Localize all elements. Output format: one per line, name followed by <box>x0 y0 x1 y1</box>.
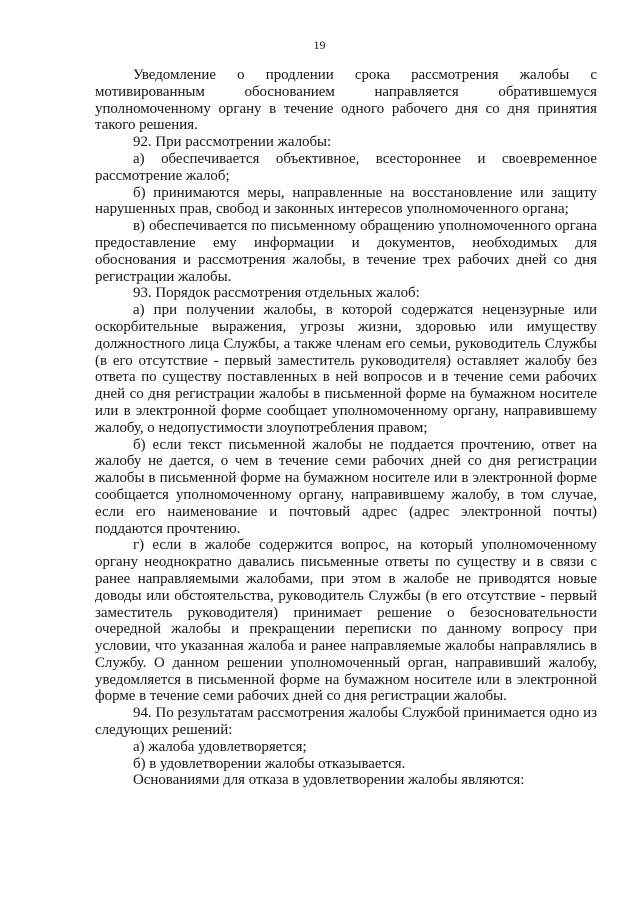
paragraph-92-v: в) обеспечивается по письменному обращению уполномоченного органа предоставление ему информации и документов, необходимых для обоснования и рассмотрения жалобы, в течение трех рабочих дней со дня регистрации жалобы. <box>95 218 597 285</box>
page-number: 19 <box>313 38 326 52</box>
paragraph-92-heading: 92. При рассмотрении жалобы: <box>133 134 332 151</box>
paragraph-refusal-grounds: Основаниями для отказа в удовлетворении жалобы являются: <box>133 772 525 789</box>
paragraph-review-extension-notice: Уведомление о продлении срока рассмотрения жалобы с мотивированным обоснованием направляется обратившемуся уполномоченному органу в течение одного рабочего дня со дня принятия такого решения. <box>95 67 597 134</box>
paragraph-93-heading: 93. Порядок рассмотрения отдельных жалоб: <box>133 285 420 302</box>
paragraph-93-g: г) если в жалобе содержится вопрос, на который уполномоченному органу неоднократно давались письменные ответы по существу и в связи с ранее направляемыми жалобами, при этом в жалобе не приводятся новые доводы или обстоятельства, руководитель Службы (в его отсутствие - первый заместитель руководителя) принимает решение о безосновательности очередной жалобы и прекращении переписки по данному вопросу при условии, что указанная жалоба и ранее направляемые жалобы направлялись в Службу. О данном решении уполномоченный орган, направивший жалобу, уведомляется в письменной форме на бумажном носителе или в электронной форме в течение семи рабочих дней со дня регистрации жалобы. <box>95 537 597 705</box>
paragraph-94-heading: 94. По результатам рассмотрения жалобы Службой принимается одно из следующих решений: <box>95 705 597 739</box>
document-body <box>95 67 597 789</box>
paragraph-94-b: б) в удовлетворении жалобы отказывается. <box>133 755 406 772</box>
paragraph-92-b: б) принимаются меры, направленные на восстановление или защиту нарушенных прав, свобод и законных интересов уполномоченного органа; <box>95 184 597 218</box>
paragraph-94-a: а) жалоба удовлетворяется; <box>133 738 307 755</box>
paragraph-93-b: б) если текст письменной жалобы не поддается прочтению, ответ на жалобу не дается, о чем в течение семи рабочих дней со дня регистрации жалобы в письменной форме на бумажном носителе или в электронной форме сообщается уполномоченному органу, направившему жалобу, в том случае, если его наименование и почтовый адрес (адрес электронной почты) поддаются прочтению. <box>95 436 597 537</box>
paragraph-93-a: а) при получении жалобы, в которой содержатся нецензурные или оскорбительные выражения, угрозы жизни, здоровью или имуществу должностного лица Службы, а также членам его семьи, руководитель Службы (в его отсутствие - первый заместитель руководителя) оставляет жалобу без ответа по существу поставленных в ней вопросов и в течение семи рабочих дней со дня регистрации жалобы в письменной форме на бумажном носителе или в электронной форме сообщает уполномоченному органу, направившему жалобу, о недопустимости злоупотребления правом; <box>95 302 597 436</box>
paragraph-92-a: а) обеспечивается объективное, всестороннее и своевременное рассмотрение жалоб; <box>95 150 597 184</box>
